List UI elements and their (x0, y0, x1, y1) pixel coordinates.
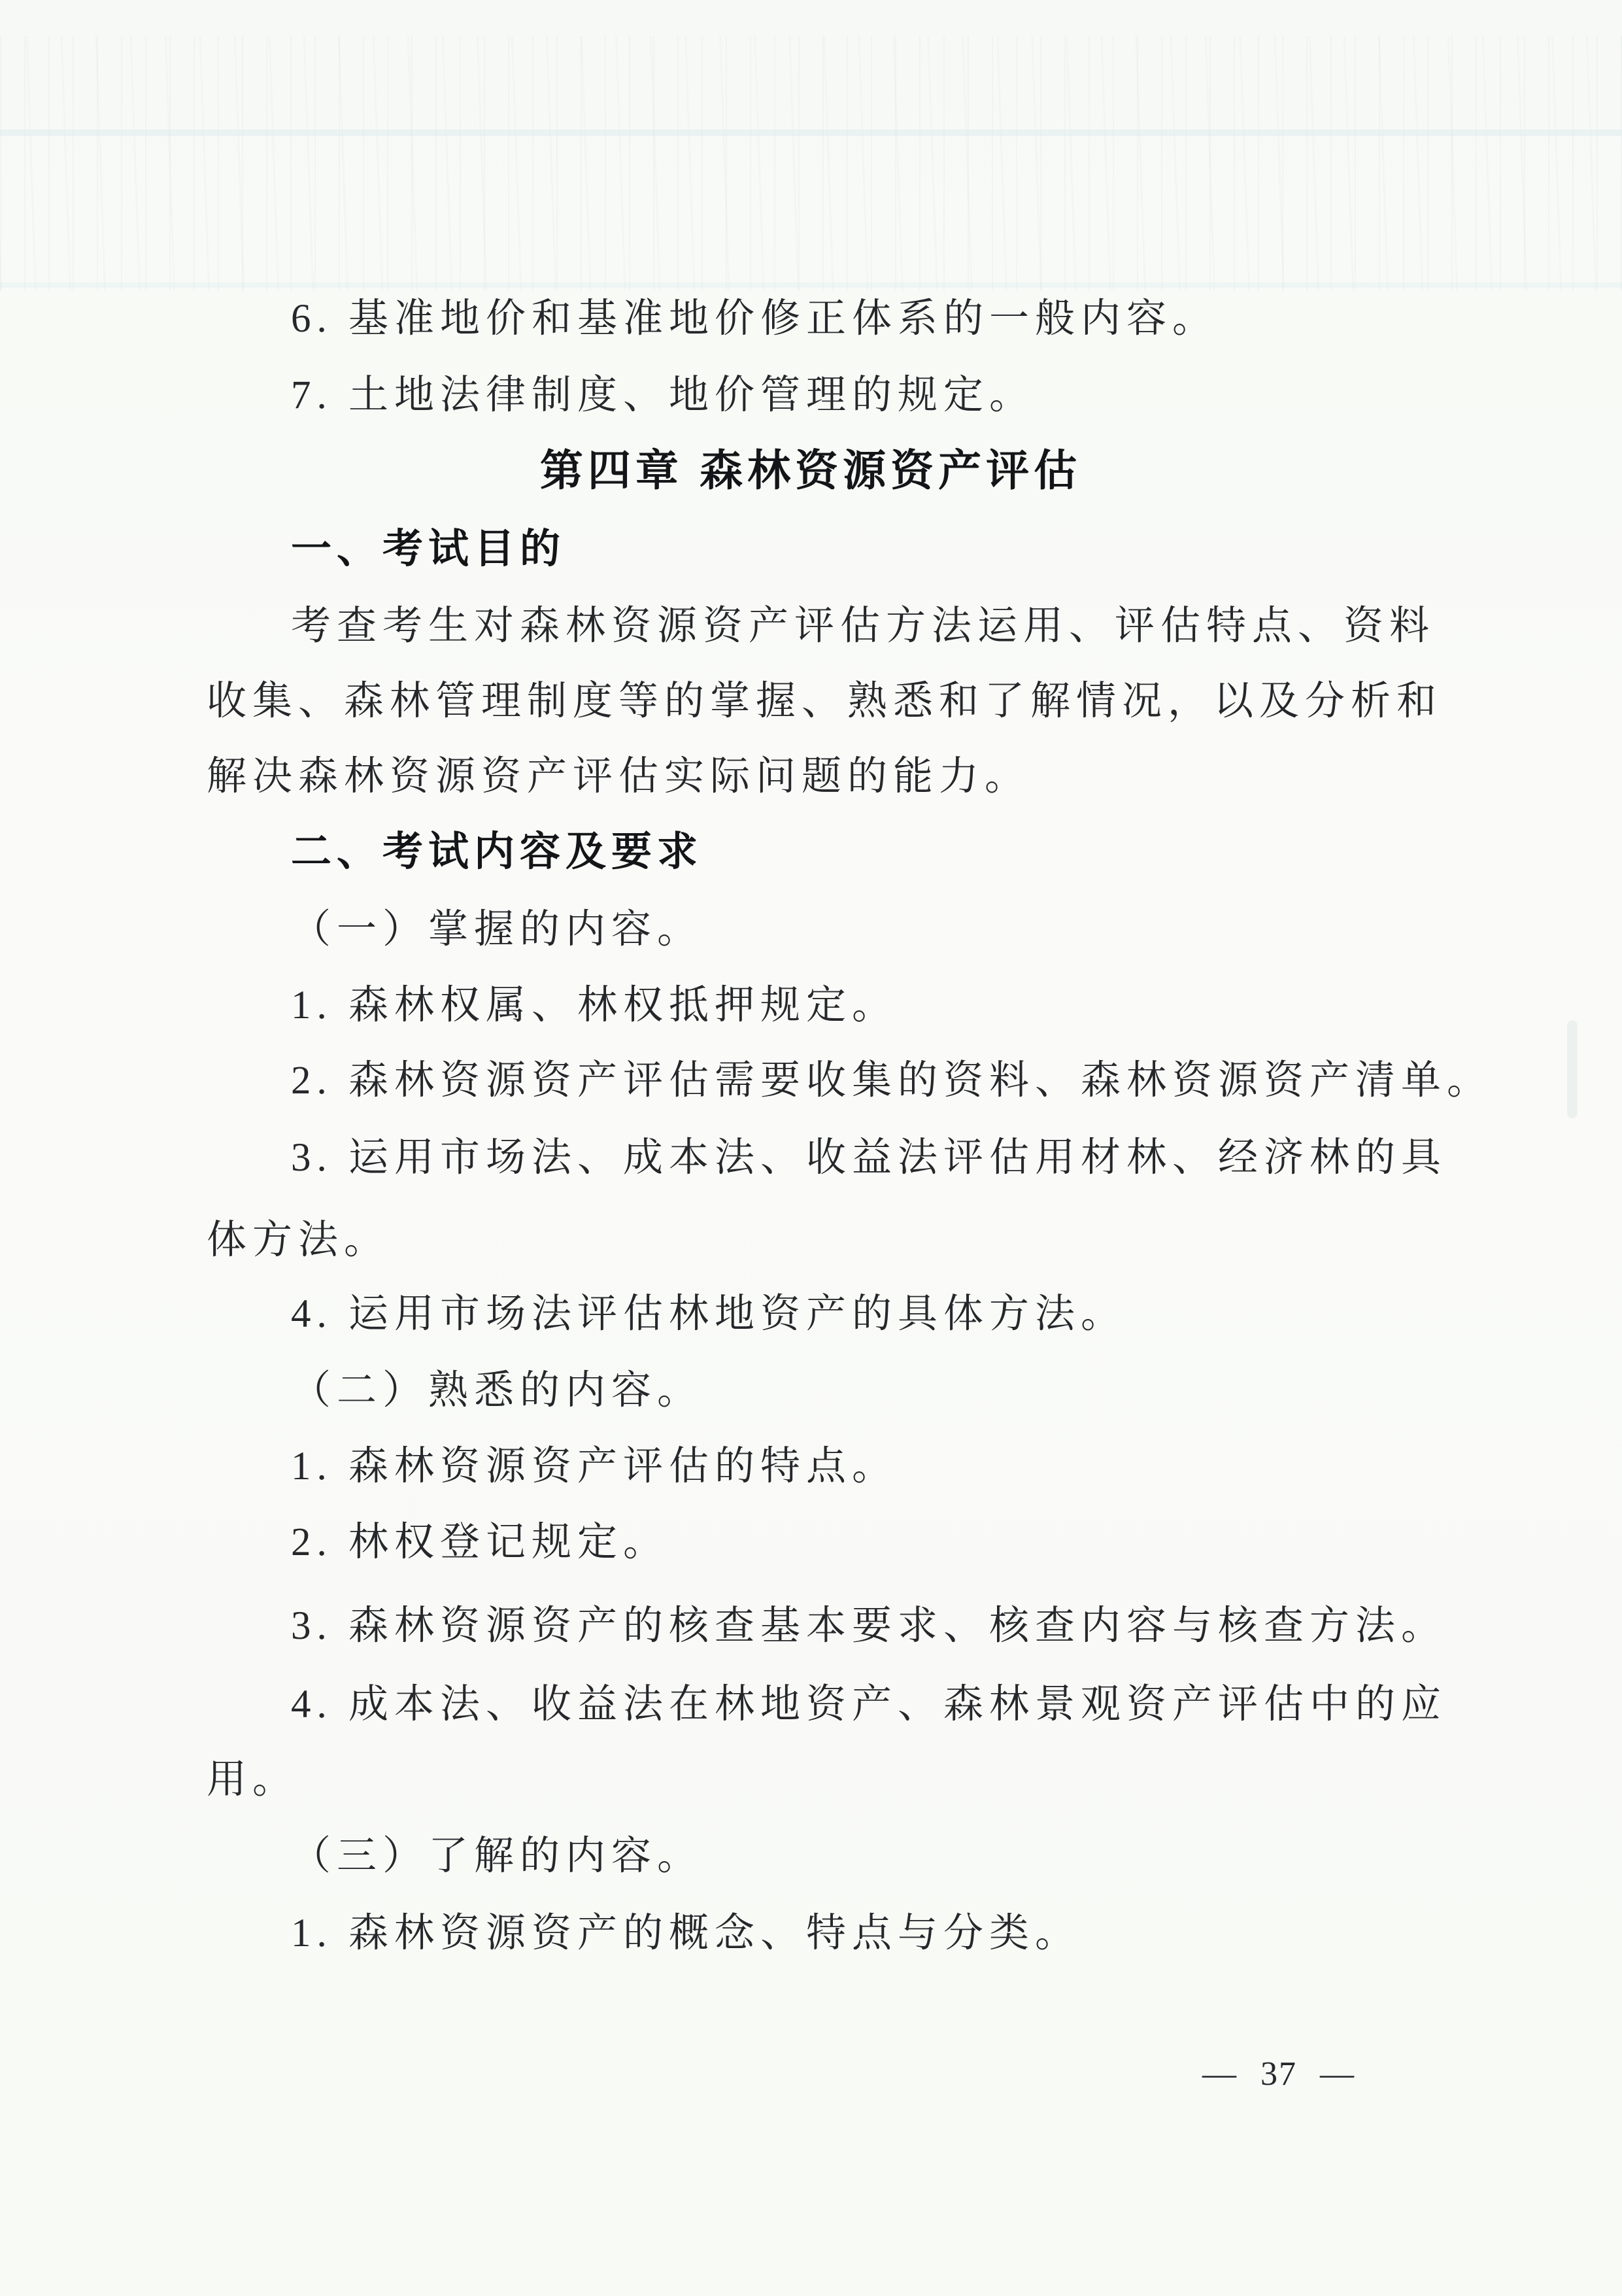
purpose-paragraph-line: 收集、森林管理制度等的掌握、熟悉和了解情况，以及分析和 (207, 679, 1443, 723)
label-familiarity: （二）熟悉的内容。 (291, 1369, 703, 1413)
scan-artifact-band (0, 129, 1622, 136)
label-understanding: （三）了解的内容。 (291, 1834, 703, 1878)
label-mastery: （一）掌握的内容。 (291, 908, 703, 951)
familiarity-item-line: 4. 成本法、收益法在林地资产、森林景观资产评估中的应 (291, 1683, 1447, 1726)
mastery-item-line: 4. 运用市场法评估林地资产的具体方法。 (291, 1292, 1127, 1336)
mastery-item-line: 体方法。 (207, 1218, 390, 1262)
familiarity-item-line: 1. 森林资源资产评估的特点。 (291, 1445, 898, 1488)
purpose-paragraph-line: 解决森林资源资产评估实际问题的能力。 (207, 755, 1031, 798)
purpose-paragraph-line: 考查考生对森林资源资产评估方法运用、评估特点、资料 (291, 604, 1436, 648)
familiarity-item-line: 用。 (207, 1758, 299, 1802)
chapter-title: 第四章 森林资源资产评估 (539, 446, 1082, 494)
list-item-6: 6. 基准地价和基准地价修正体系的一般内容。 (291, 297, 1219, 341)
scan-artifact-smudge (1567, 1020, 1578, 1118)
familiarity-item-line: 3. 森林资源资产的核查基本要求、核查内容与核查方法。 (291, 1604, 1447, 1648)
heading-exam-content: 二、考试内容及要求 (291, 829, 703, 874)
mastery-item-line: 1. 森林权属、林权抵押规定。 (291, 984, 898, 1027)
list-item-7: 7. 土地法律制度、地价管理的规定。 (291, 373, 1036, 417)
understanding-item-line: 1. 森林资源资产的概念、特点与分类。 (291, 1911, 1081, 1955)
mastery-item-line: 3. 运用市场法、成本法、收益法评估用材林、经济林的具 (291, 1136, 1447, 1180)
heading-exam-purpose: 一、考试目的 (291, 526, 566, 572)
mastery-item-line: 2. 森林资源资产评估需要收集的资料、森林资源资产清单。 (291, 1059, 1493, 1103)
scan-artifact-bleedthrough (0, 36, 1622, 291)
familiarity-item-line: 2. 林权登记规定。 (291, 1520, 669, 1564)
page-number: — 37 — (1202, 2055, 1355, 2093)
